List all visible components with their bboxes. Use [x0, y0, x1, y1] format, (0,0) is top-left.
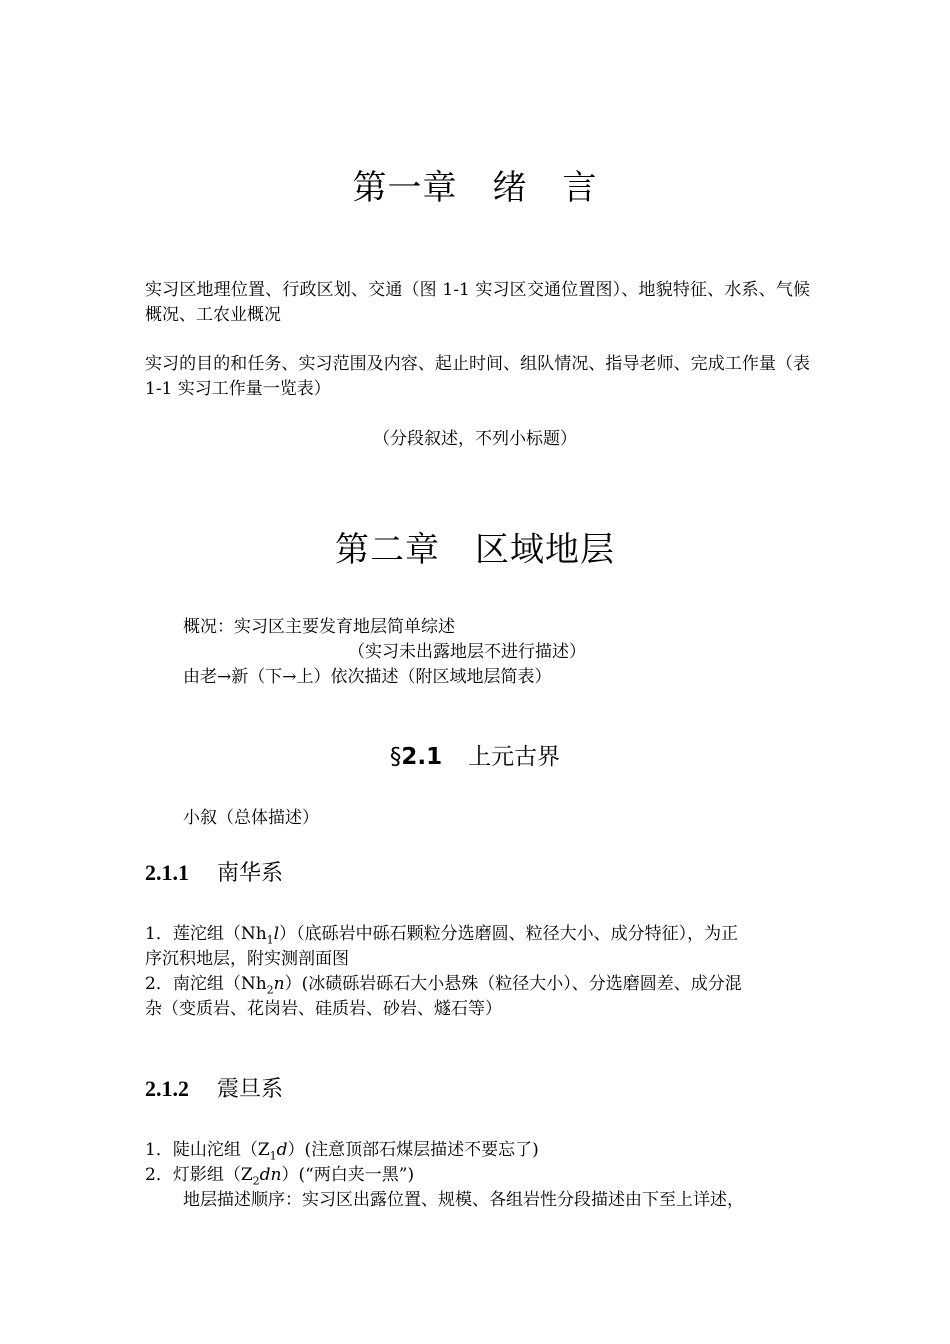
- item-italic: dn: [259, 1165, 282, 1185]
- sub212-item-2: [145, 1163, 414, 1188]
- item-text: 2．灯影组（Z: [145, 1165, 253, 1185]
- item-subscript: 2: [252, 1174, 260, 1188]
- chapter-1-title: 第一章 绪 言: [352, 168, 598, 208]
- item-subscript: 1: [269, 1149, 277, 1163]
- item-subscript: 2: [266, 983, 274, 997]
- section-number: 2.1: [401, 744, 443, 770]
- section-title: 上元古界: [468, 744, 561, 770]
- item-text: 2．南沱组（Nh: [145, 974, 267, 994]
- sub212-order-text: 地层描述顺序：实习区出露位置、规模、各组岩性分段描述由下至上详述，: [183, 1190, 744, 1210]
- chapter-2-overview: 概况：实习区主要发育地层简单综述: [183, 617, 455, 637]
- section-2-1-heading: [0, 738, 950, 771]
- item-italic: l: [273, 924, 280, 944]
- item-text: ）（底砾岩中砾石颗粒分选磨圆、粒径大小、成分特征），为正: [279, 924, 739, 944]
- item-text: 1．莲沱组（Nh: [145, 924, 267, 944]
- section-2-1-intro: 小叙（总体描述）: [183, 808, 319, 828]
- chapter-2-title: 第二章 区域地层: [335, 530, 615, 570]
- sub211-item-1-line-1: [145, 922, 738, 947]
- chapter-1-paragraph-2: 实习的目的和任务、实习范围及内容、起止时间、组队情况、指导老师、完成工作量（表 1-1 实习工作量一览表）: [145, 354, 810, 399]
- item-subscript: 1: [266, 933, 274, 947]
- subsection-2-1-1-heading: [145, 856, 283, 887]
- item-text: ）(冰碛砾岩砾石大小悬殊（粒径大小）、分选磨圆差、成分混: [284, 974, 742, 994]
- chapter-2-order: 由老→新（下→上）依次描述（附区域地层简表）: [183, 667, 552, 687]
- subsection-number: 2.1.2: [145, 1076, 189, 1101]
- item-italic: n: [273, 974, 285, 994]
- chapter-2-overview-note: （实习未出露地层不进行描述）: [348, 642, 586, 662]
- subsection-number: 2.1.1: [145, 860, 189, 885]
- sub212-item-1: [145, 1138, 539, 1163]
- chapter-1-paragraph-1: 实习区地理位置、行政区划、交通（图 1-1 实习区交通位置图）、地貌特征、水系、气候概况、工农业概况: [145, 280, 810, 325]
- sub211-item-2-line-2: 杂（变质岩、花岗岩、硅质岩、砂岩、燧石等）: [145, 999, 502, 1019]
- chapter-1-note: （分段叙述，不列小标题）: [373, 429, 577, 449]
- item-text: 1．陡山沱组（Z: [145, 1140, 270, 1160]
- subsection-title: 南华系: [217, 861, 284, 886]
- item-text: ）(“两白夹一黑”): [281, 1165, 415, 1185]
- subsection-2-1-2-heading: [145, 1072, 283, 1103]
- item-text: ）(注意顶部石煤层描述不要忘了): [287, 1140, 539, 1160]
- sub211-item-1-line-2: 序沉积地层，附实测剖面图: [145, 949, 349, 969]
- sub211-item-2-line-1: [145, 972, 742, 997]
- section-symbol: §: [389, 744, 402, 770]
- subsection-title: 震旦系: [217, 1077, 284, 1102]
- item-italic: d: [276, 1140, 288, 1160]
